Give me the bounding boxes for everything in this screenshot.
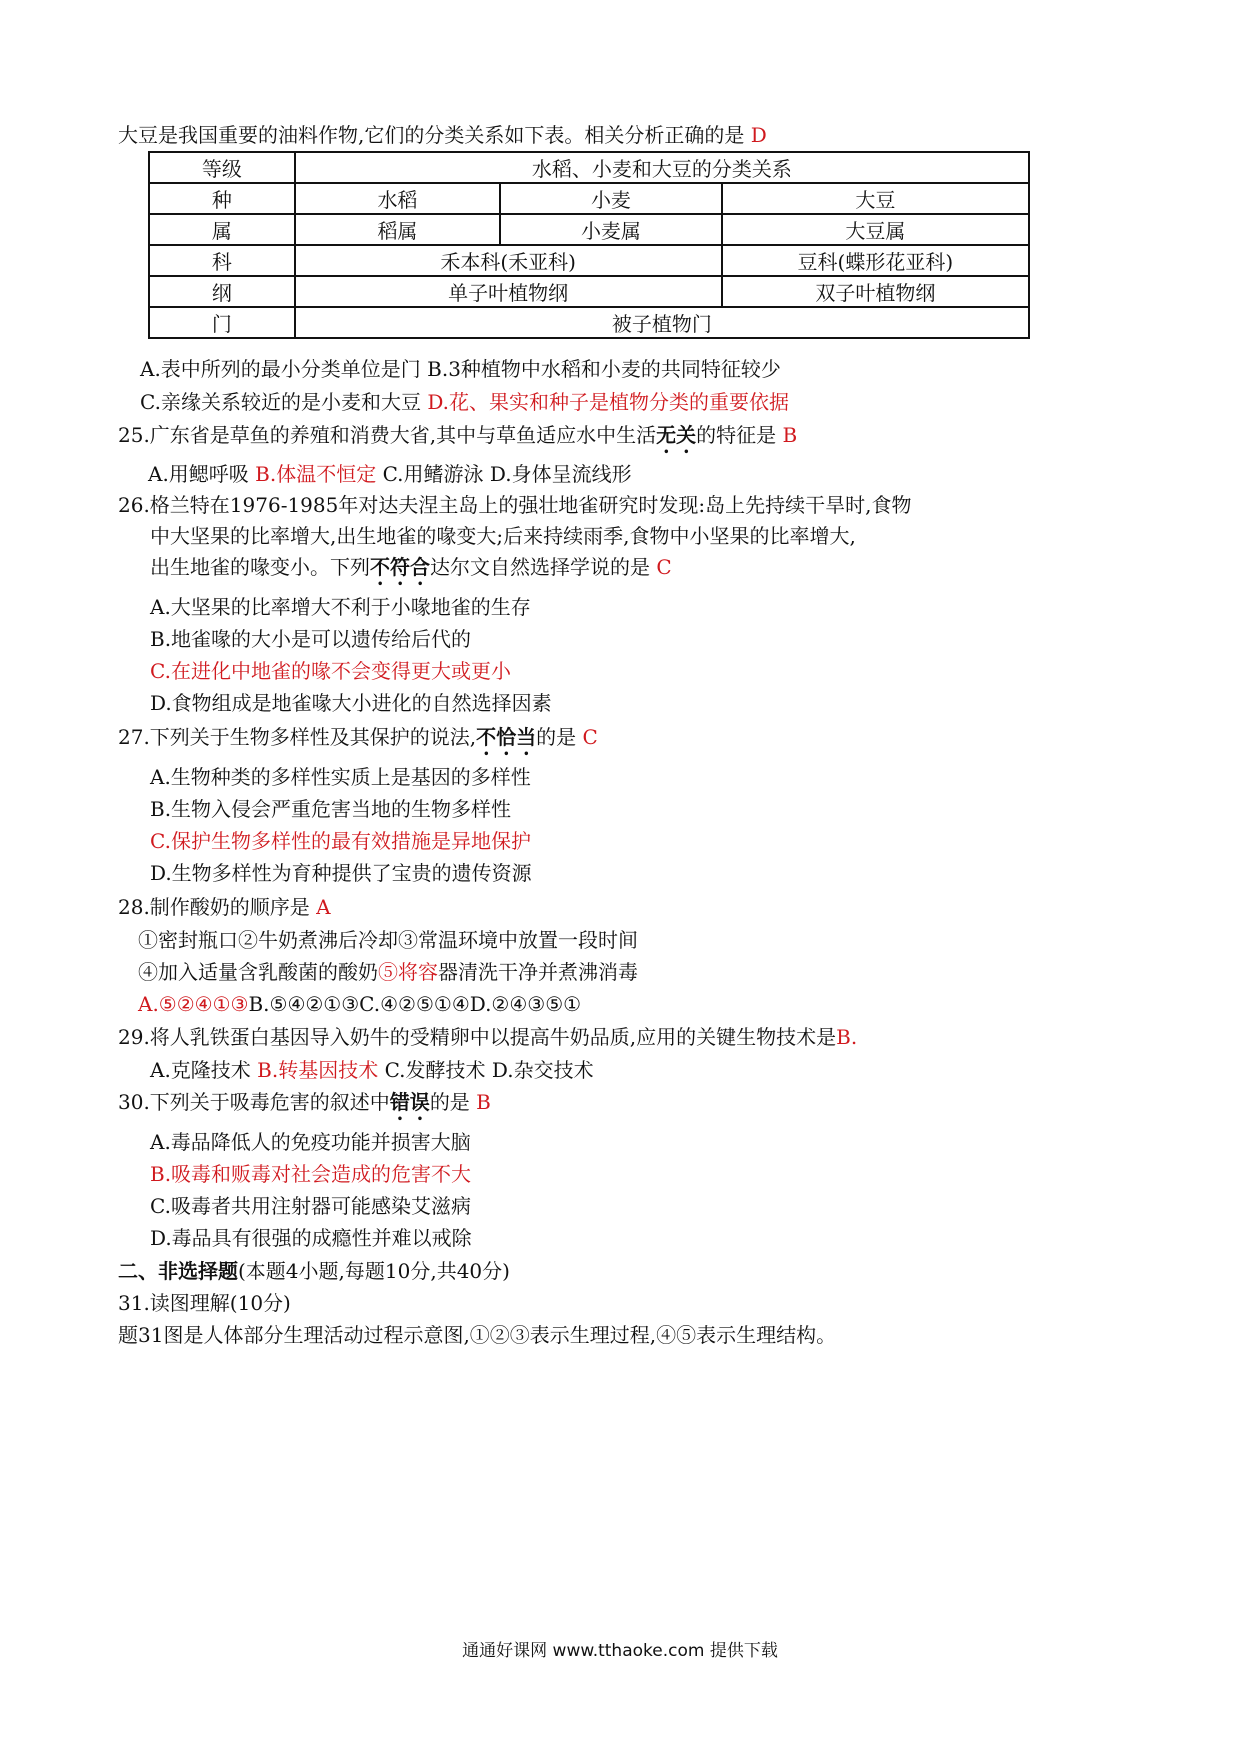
q26-stem-line2: 中大坚果的比率增大,出生地雀的喙变大;后来持续雨季,食物中小坚果的比率增大, — [150, 524, 856, 548]
table-cell: 豆科(蝶形花亚科) — [722, 245, 1029, 276]
table-cell-level: 门 — [149, 307, 295, 338]
table-cell: 小麦属 — [500, 214, 721, 245]
q30-option-d: D.毒品具有很强的成瘾性并难以戒除 — [150, 1226, 472, 1250]
q27-option-a: A.生物种类的多样性实质上是基因的多样性 — [150, 765, 531, 789]
table-row — [149, 214, 1029, 245]
q28-steps-line1: ①密封瓶口②牛奶煮沸后冷却③常温环境中放置一段时间 — [138, 928, 638, 952]
table-header-level: 等级 — [149, 152, 295, 183]
q26-stem-a: 出生地雀的喙变小。下列 — [150, 555, 370, 579]
table-row — [149, 307, 1029, 338]
q29-option-b: B.转基因技术 — [257, 1058, 379, 1082]
q27-option-b: B.生物入侵会严重危害当地的生物多样性 — [150, 797, 512, 821]
table-row — [149, 245, 1029, 276]
q27-answer: C — [582, 725, 598, 749]
q26-option-d: D.食物组成是地雀喙大小进化的自然选择因素 — [150, 691, 552, 715]
q28-step-5-rest: 器清洗干净并煮沸消毒 — [438, 960, 638, 984]
section2-heading — [118, 1256, 510, 1286]
q25-option-cd: C.用鳍游泳 D.身体呈流线形 — [382, 462, 632, 486]
q26-stem-line3 — [150, 552, 672, 590]
q30-stem-a: 30.下列关于吸毒危害的叙述中 — [118, 1090, 390, 1114]
q24-options-line2 — [140, 387, 789, 417]
table-cell: 双子叶植物纲 — [722, 276, 1029, 307]
q24-stem-text: 大豆是我国重要的油料作物,它们的分类关系如下表。相关分析正确的是 — [118, 123, 745, 147]
table-cell-level: 纲 — [149, 276, 295, 307]
q29-option-cd: C.发酵技术 D.杂交技术 — [384, 1058, 594, 1082]
table-cell: 稻属 — [295, 214, 501, 245]
section2-title: 二、非选择题 — [118, 1259, 238, 1283]
classification-table — [148, 151, 1030, 339]
q26-option-a: A.大坚果的比率增大不利于小喙地雀的生存 — [150, 595, 531, 619]
q29-stem — [118, 1022, 857, 1052]
q25-stem-b: 的特征是 — [696, 423, 777, 447]
q26-emphasis: 不符合 — [370, 555, 430, 579]
q25-option-b: B.体温不恒定 — [255, 462, 377, 486]
page-footer: 通通好课网 www.tthaoke.com 提供下载 — [462, 1641, 778, 1661]
q28-stem — [118, 892, 331, 922]
table-header-row — [149, 152, 1029, 183]
table-cell: 小麦 — [500, 183, 721, 214]
q26-stem-b: 达尔文自然选择学说的是 — [430, 555, 650, 579]
q25-options — [148, 459, 632, 489]
q26-option-c: C.在进化中地雀的喙不会变得更大或更小 — [150, 659, 511, 683]
table-cell: 单子叶植物纲 — [295, 276, 722, 307]
section2-desc: (本题4小题,每题10分,共40分) — [238, 1259, 510, 1283]
table-header-title: 水稻、小麦和大豆的分类关系 — [295, 152, 1029, 183]
q30-option-c: C.吸毒者共用注射器可能感染艾滋病 — [150, 1194, 471, 1218]
q27-stem-b: 的是 — [536, 725, 577, 749]
q29-options — [150, 1055, 594, 1085]
q30-option-a: A.毒品降低人的免疫功能并损害大脑 — [150, 1130, 471, 1154]
q24-options-line1: A.表中所列的最小分类单位是门 B.3种植物中水稻和小麦的共同特征较少 — [140, 357, 781, 381]
q26-stem-line1: 26.格兰特在1976-1985年对达夫涅主岛上的强壮地雀研究时发现:岛上先持续干旱时,食物 — [118, 493, 912, 517]
q28-option-bcd: B.⑤④②①③C.④②⑤①④D.②④③⑤① — [248, 992, 582, 1016]
q24-answer: D — [750, 123, 767, 147]
q24-stem — [118, 120, 767, 150]
q28-step-5-part: ⑤将容 — [378, 960, 438, 984]
table-cell-level: 属 — [149, 214, 295, 245]
q27-option-c: C.保护生物多样性的最有效措施是异地保护 — [150, 829, 531, 853]
table-cell: 被子植物门 — [295, 307, 1029, 338]
q30-answer: B — [476, 1090, 491, 1114]
q28-stem-text: 28.制作酸奶的顺序是 — [118, 895, 310, 919]
q26-option-b: B.地雀喙的大小是可以遗传给后代的 — [150, 627, 472, 651]
q27-emphasis: 不恰当 — [476, 725, 537, 749]
q25-stem-a: 25.广东省是草鱼的养殖和消费大省,其中与草鱼适应水中生活 — [118, 423, 657, 447]
table-cell: 禾本科(禾亚科) — [295, 245, 722, 276]
q27-stem — [118, 722, 598, 760]
table-cell: 大豆属 — [722, 214, 1029, 245]
table-row — [149, 276, 1029, 307]
q28-answer: A — [316, 895, 331, 919]
q28-option-a: A.⑤②④①③ — [138, 992, 249, 1016]
q29-option-a: A.克隆技术 — [150, 1058, 251, 1082]
q25-stem — [118, 420, 797, 458]
q30-stem-b: 的是 — [429, 1090, 470, 1114]
q30-stem — [118, 1087, 491, 1125]
q27-stem-a: 27.下列关于生物多样性及其保护的说法, — [118, 725, 477, 749]
q31-desc: 题31图是人体部分生理活动过程示意图,①②③表示生理过程,④⑤表示生理结构。 — [118, 1323, 837, 1347]
table-cell: 水稻 — [295, 183, 501, 214]
q29-answer: B. — [836, 1025, 858, 1049]
q25-answer: B — [782, 423, 798, 447]
table-cell-level: 种 — [149, 183, 295, 214]
q26-answer: C — [656, 555, 672, 579]
q30-option-b: B.吸毒和贩毒对社会造成的危害不大 — [150, 1162, 472, 1186]
q25-emphasis: 无关 — [656, 423, 697, 447]
q24-option-d: D.花、果实和种子是植物分类的重要依据 — [427, 390, 789, 414]
table-cell: 大豆 — [722, 183, 1029, 214]
q31-title: 31.读图理解(10分) — [118, 1291, 291, 1315]
q30-emphasis: 错误 — [389, 1090, 430, 1114]
q28-step-4: ④加入适量含乳酸菌的酸奶 — [138, 960, 378, 984]
q29-stem-text: 29.将人乳铁蛋白基因导入奶牛的受精卵中以提高牛奶品质,应用的关键生物技术是 — [118, 1025, 837, 1049]
q28-steps-line2 — [138, 957, 638, 987]
q24-option-c: C.亲缘关系较近的是小麦和大豆 — [140, 390, 421, 414]
table-cell-level: 科 — [149, 245, 295, 276]
q27-option-d: D.生物多样性为育种提供了宝贵的遗传资源 — [150, 861, 532, 885]
q25-option-a: A.用鳃呼吸 — [148, 462, 249, 486]
q28-options — [138, 989, 581, 1019]
table-row — [149, 183, 1029, 214]
